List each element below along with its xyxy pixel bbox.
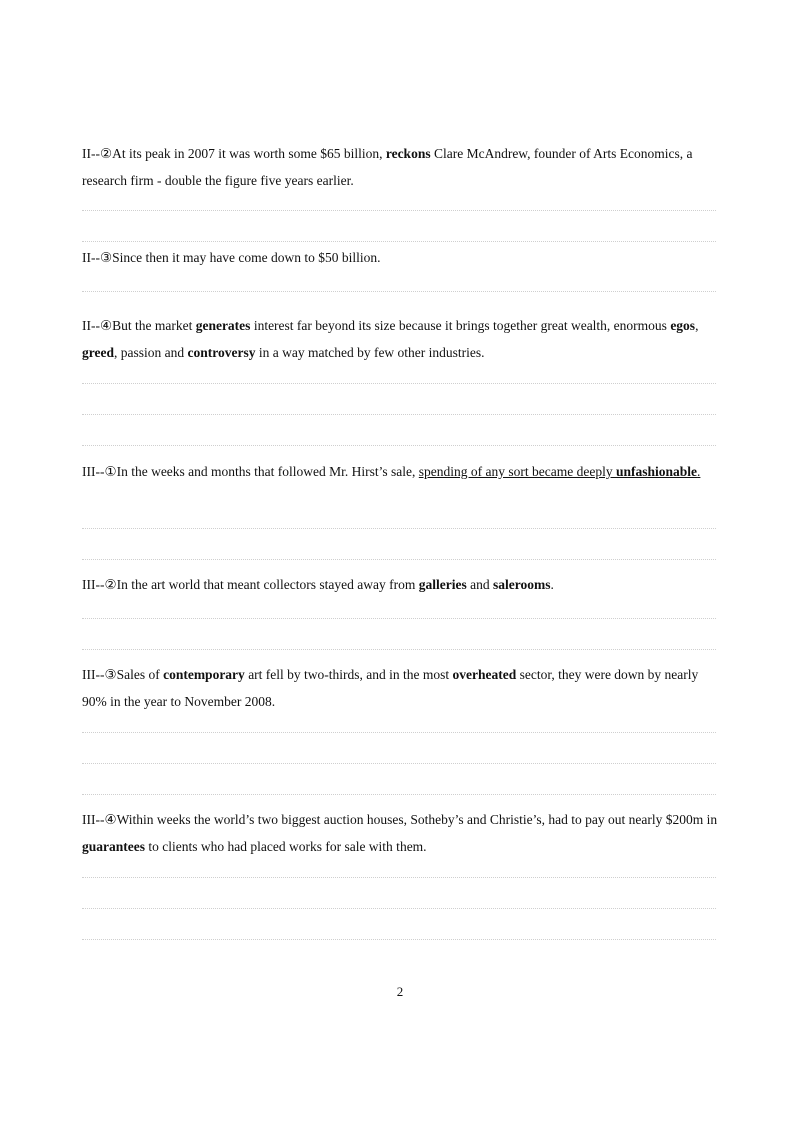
answer-line: [82, 445, 716, 446]
answer-line: [82, 794, 716, 795]
answer-line: [82, 210, 716, 211]
key-term: unfashionable: [615, 464, 698, 479]
answer-line: [82, 939, 716, 940]
key-term: galleries: [418, 577, 467, 592]
paragraph-ii-2: [82, 140, 722, 194]
paragraph-text: and: [466, 577, 493, 592]
underlined-text: [616, 464, 697, 479]
paragraph-text: interest far beyond its size because it brings together great wealth, enormous: [250, 318, 671, 333]
paragraph-iii-3: [82, 661, 722, 715]
paragraph-iii-2: [82, 571, 722, 598]
paragraph-ii-4: [82, 312, 722, 366]
answer-line: [82, 649, 716, 650]
answer-line: [82, 763, 716, 764]
paragraph-text: in a way matched by few other industries.: [255, 345, 485, 360]
answer-line: [82, 528, 716, 529]
paragraph-text: III--①In the weeks and months that followed Mr. Hirst’s sale,: [82, 464, 419, 479]
paragraph-text: , passion and: [114, 345, 188, 360]
key-term: guarantees: [82, 839, 145, 854]
paragraph-text: II--②At its peak in 2007 it was worth some $65 billion,: [82, 146, 386, 161]
paragraph-text: III--②In the art world that meant collectors stayed away from: [82, 577, 419, 592]
key-term: greed: [82, 345, 114, 360]
answer-line: [82, 908, 716, 909]
paragraph-text: sector, they were down by nearly 90% in the year to November 2008.: [82, 667, 699, 709]
answer-line: [82, 877, 716, 878]
underlined-text: .: [697, 464, 701, 479]
paragraph-text: III--④Within weeks the world’s two biggest auction houses, Sotheby’s and Christie’s, had to pay out nearly $200m in: [82, 812, 718, 827]
key-term: egos: [670, 318, 696, 333]
answer-line: [82, 618, 716, 619]
answer-line: [82, 559, 716, 560]
answer-line: [82, 414, 716, 415]
paragraph-text: III--③Sales of: [82, 667, 164, 682]
key-term: controversy: [187, 345, 256, 360]
key-term: overheated: [452, 667, 517, 682]
answer-line: [82, 383, 716, 384]
paragraph-text: .: [550, 577, 554, 592]
paragraph-text: to clients who had placed works for sale with them.: [145, 839, 427, 854]
key-term: contemporary: [163, 667, 245, 682]
key-term: reckons: [385, 146, 431, 161]
underlined-text: spending of any sort became deeply: [418, 464, 616, 479]
page-number: 2: [396, 984, 404, 999]
answer-line: [82, 241, 716, 242]
answer-line: [82, 291, 716, 292]
paragraph-text: II--④But the market: [82, 318, 196, 333]
answer-line: [82, 732, 716, 733]
paragraph-text: II--③Since then it may have come down to $50 billion.: [82, 250, 381, 265]
paragraph-text: Clare McAndrew, founder of Arts Economics, a research firm - double the figure five years earlier.: [82, 146, 693, 188]
key-term: salerooms: [492, 577, 551, 592]
key-term: generates: [195, 318, 251, 333]
paragraph-text: art fell by two-thirds, and in the most: [244, 667, 453, 682]
paragraph-iii-1: [82, 458, 722, 485]
paragraph-ii-3: [82, 244, 722, 271]
paragraph-iii-4: [82, 806, 722, 860]
paragraph-text: ,: [695, 318, 699, 333]
